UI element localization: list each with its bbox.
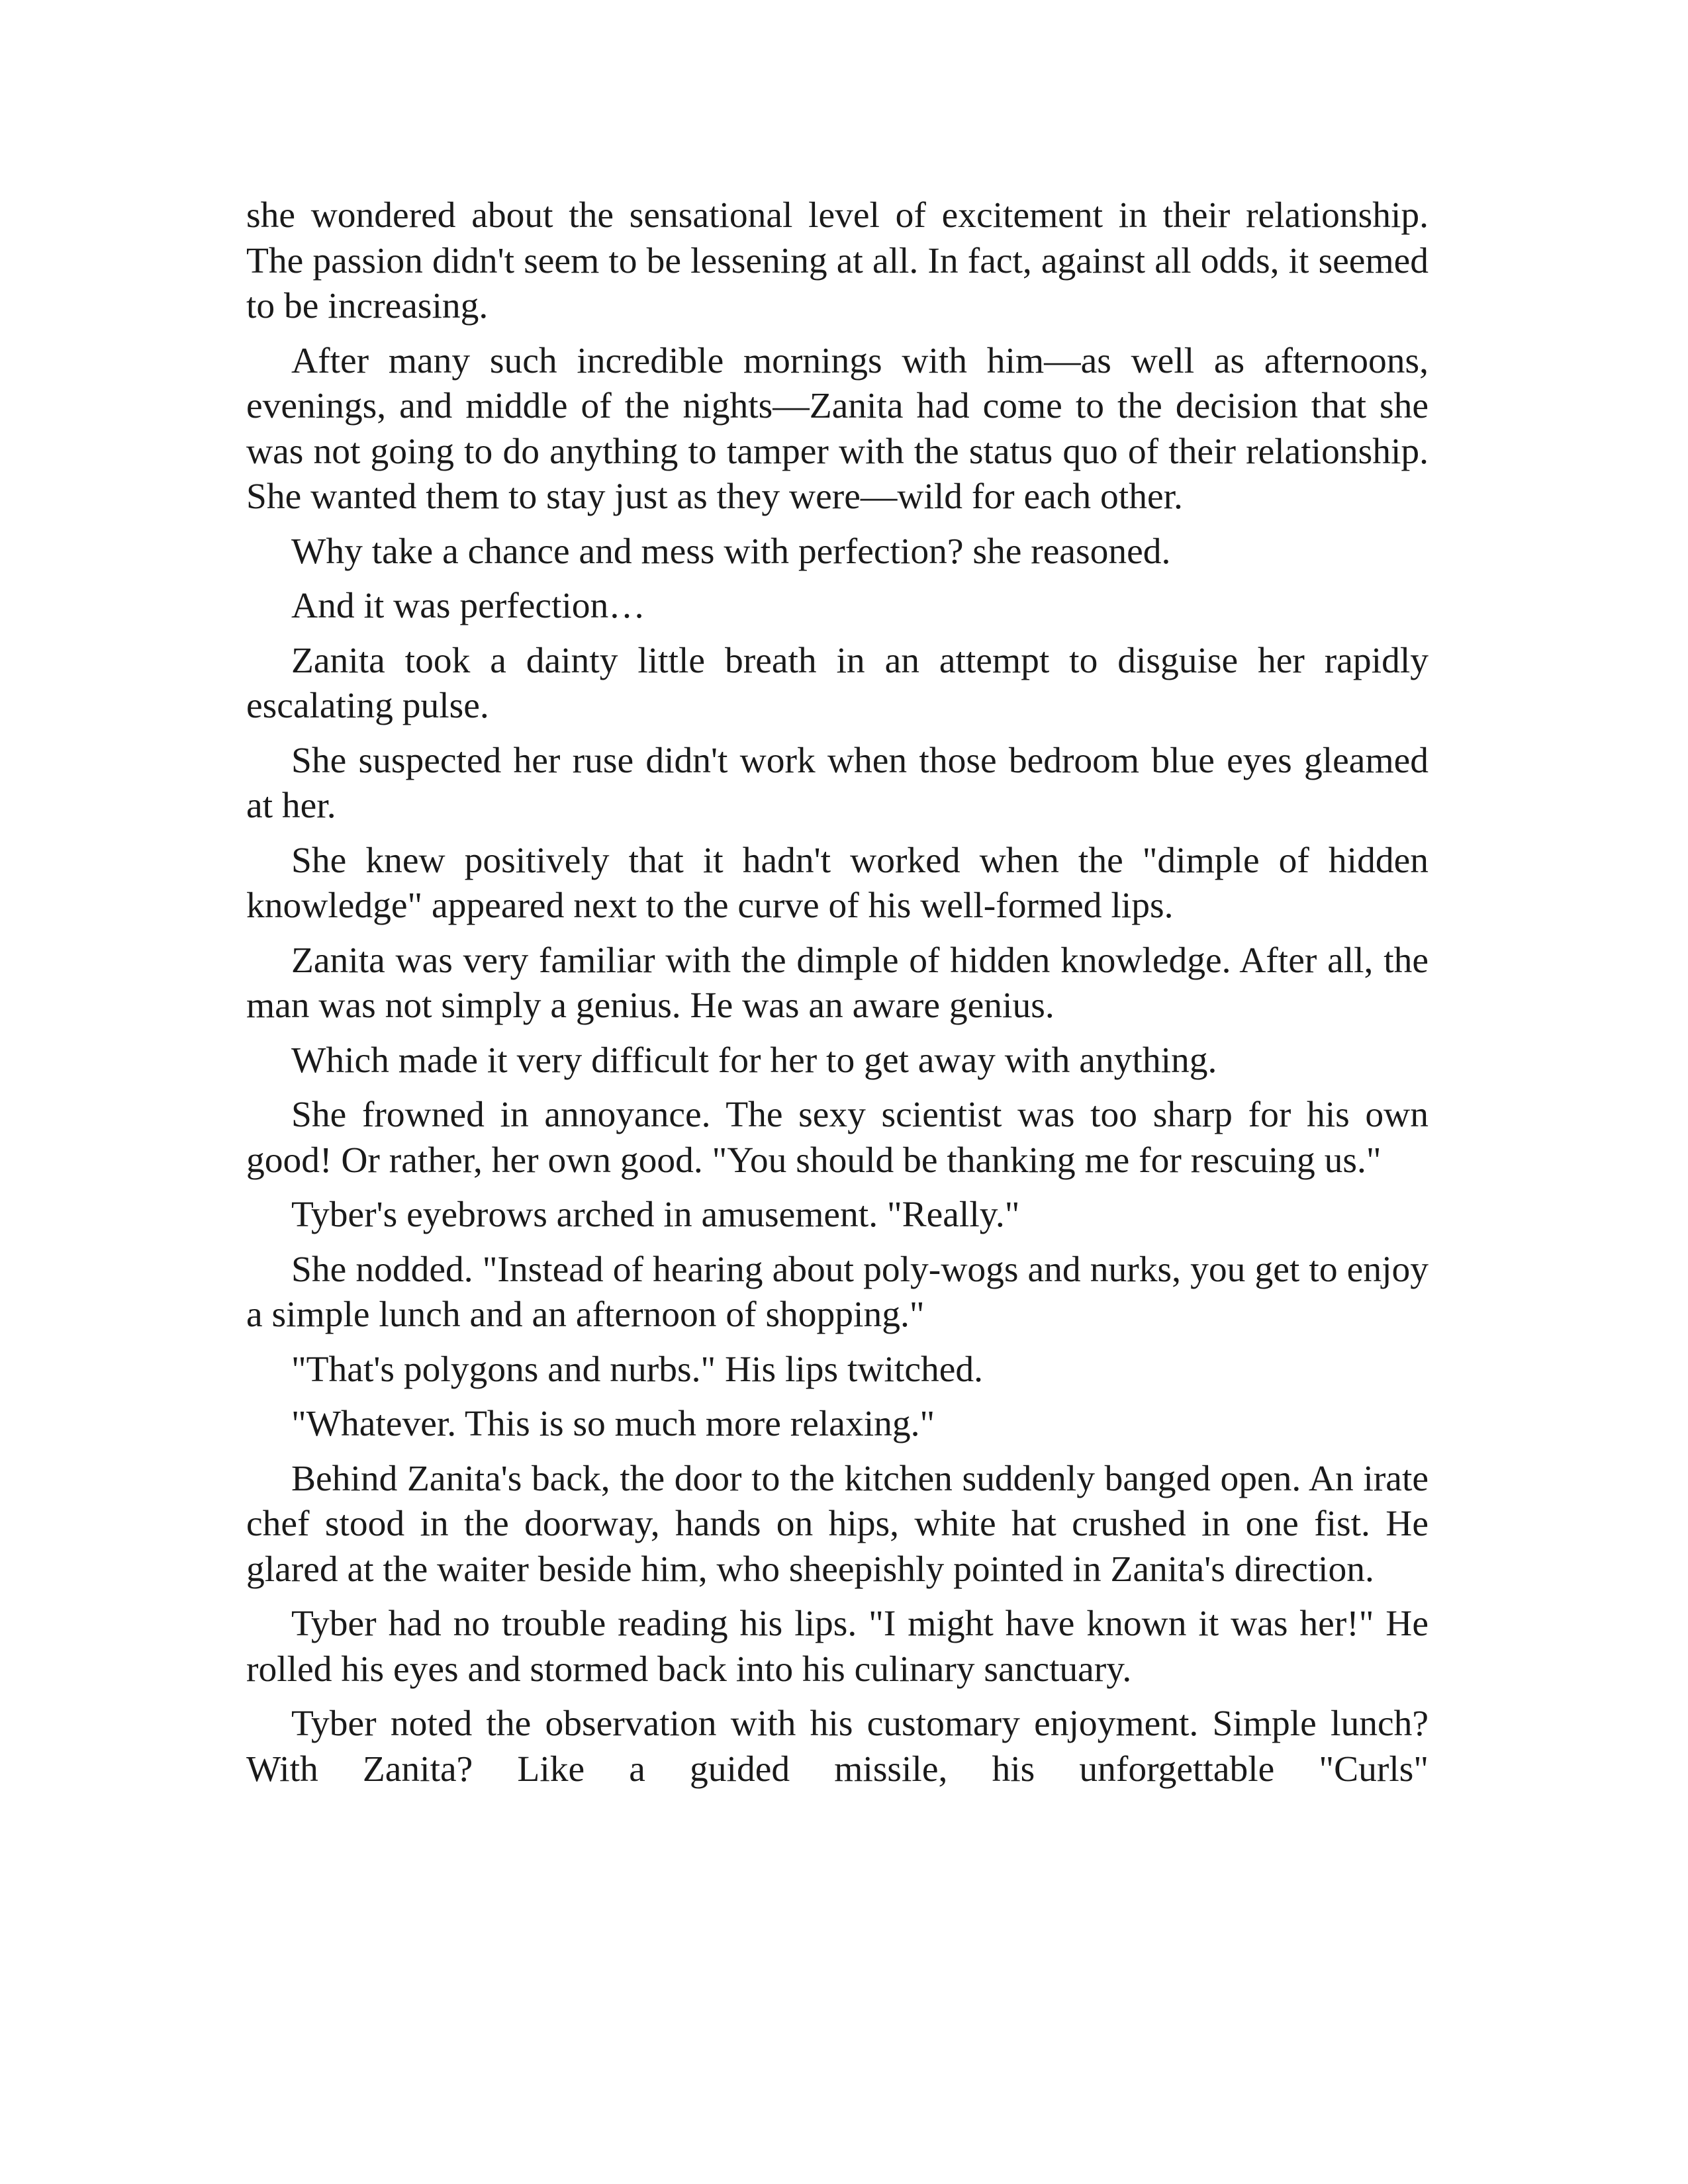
paragraph-11: Tyber's eyebrows arched in amusement. "Really." — [291, 1195, 1020, 1235]
paragraph-7: She knew positively that it hadn't worked when the "dimple of hidden knowledge" appeared next to the curve of his well-formed lips. — [246, 840, 1429, 926]
paragraph-13: "That's polygons and nurbs." His lips twitched. — [291, 1349, 983, 1390]
paragraph-6: She suspected her ruse didn't work when those bedroom blue eyes gleamed at her. — [246, 740, 1429, 826]
paragraph-14: "Whatever. This is so much more relaxing." — [291, 1404, 935, 1444]
paragraph-15: Behind Zanita's back, the door to the kitchen suddenly banged open. An irate chef stood in the doorway, hands on hips, white hat crushed in one fist. He glared at the waiter beside him, who sheepishly pointed in Zanita's direction. — [246, 1458, 1429, 1590]
paragraph-9: Which made it very difficult for her to get away with anything. — [291, 1040, 1217, 1081]
paragraph-5: Zanita took a dainty little breath in an attempt to disguise her rapidly escalating pulse. — [246, 640, 1429, 726]
paragraph-17: Tyber noted the observation with his customary enjoyment. Simple lunch? With Zanita? Like a guided missile, his unforgettable "Curls" — [246, 1704, 1429, 1790]
paragraph-8: Zanita was very familiar with the dimple of hidden knowledge. After all, the man was not simply a genius. He was an aware genius. — [246, 940, 1429, 1026]
paragraph-10: She frowned in annoyance. The sexy scientist was too sharp for his own good! Or rather, her own good. "You should be thanking me for rescuing us." — [246, 1095, 1429, 1181]
paragraph-4: And it was perfection… — [291, 586, 645, 626]
book-page — [246, 193, 1429, 1792]
paragraph-16: Tyber had no trouble reading his lips. "I might have known it was her!" He rolled his eyes and stormed back into his culinary sanctuary. — [246, 1604, 1429, 1690]
paragraph-2: After many such incredible mornings with him—as well as afternoons, evenings, and middle of the nights—Zanita had come to the decision that she was not going to do anything to tamper with the status quo of their relationship. She wanted them to stay just as they were—wild for each other. — [246, 340, 1429, 517]
paragraph-12: She nodded. "Instead of hearing about poly-wogs and nurks, you get to enjoy a simple lunch and an afternoon of shopping." — [246, 1249, 1429, 1335]
paragraph-1: she wondered about the sensational level of excitement in their relationship. The passion didn't seem to be lessening at all. In fact, against all odds, it seemed to be increasing. — [246, 195, 1429, 326]
paragraph-3: Why take a chance and mess with perfection? she reasoned. — [291, 531, 1171, 572]
